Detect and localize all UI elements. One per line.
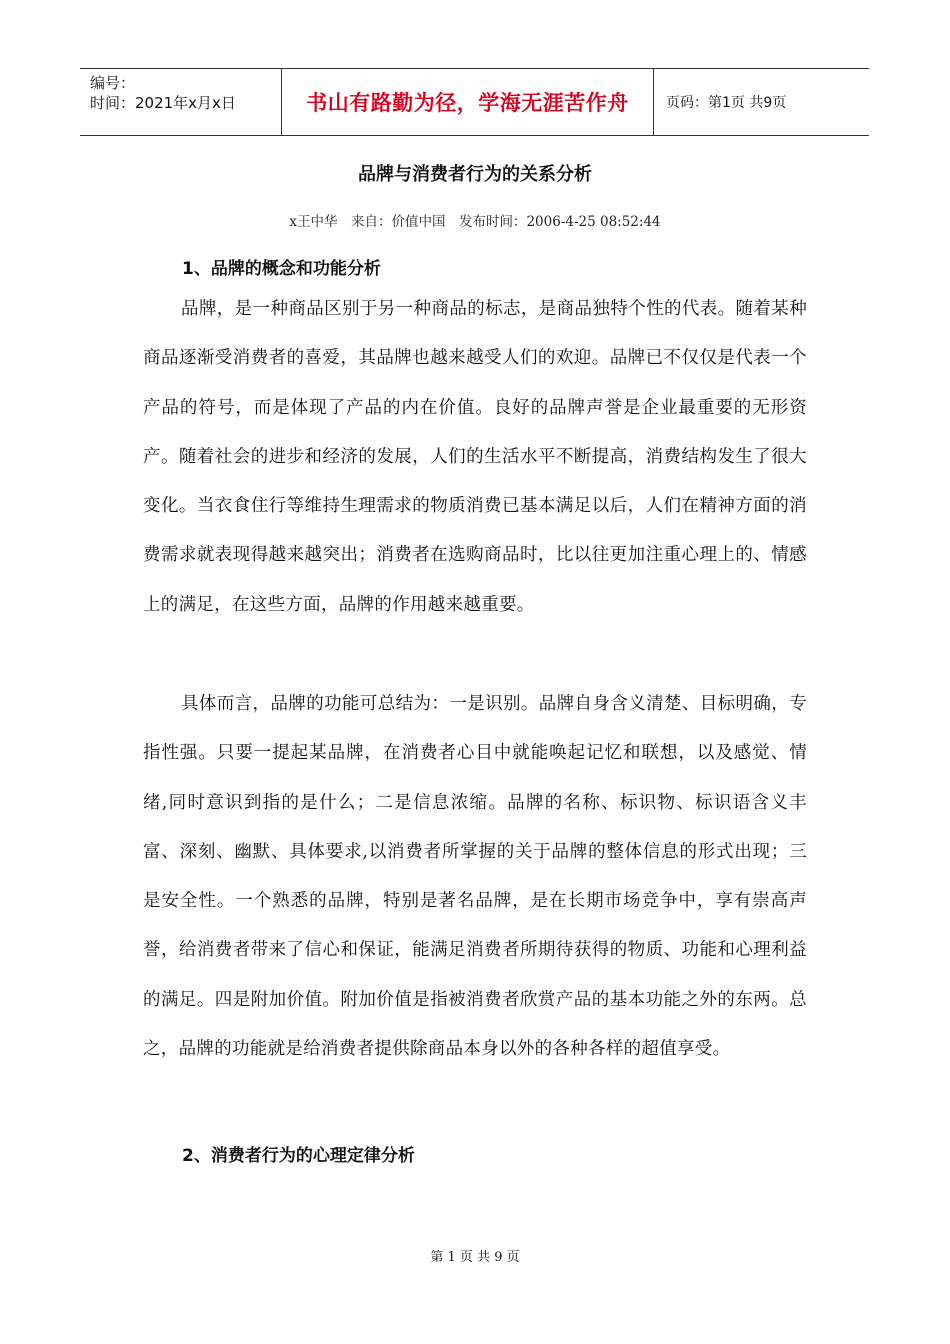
header-motto-cell: [281, 69, 654, 135]
page-footer: 第 1 页 共 9 页: [430, 1250, 520, 1265]
section-heading-1: 1、品牌的概念和功能分析: [182, 259, 381, 279]
section-heading-2: 2、消费者行为的心理定律分析: [182, 1146, 415, 1166]
header-left-cell: [80, 69, 281, 135]
number-label: 编号：: [90, 74, 136, 92]
paragraph-2: 具体而言，品牌的功能可总结为：一是识别。品牌自身含义清楚、目标明确，专指性强。只要一提起某品牌，在消费者心目中就能唤起记忆和联想，以及感觉、情绪,同时意识到指的是什么；二是信息浓缩。品牌的名称、标识物、标识语含义丰富、深刻、幽默、具体要求,以消费者所掌握的关于品牌的整体信息的形式出现；三是安全性。一个熟悉的品牌，特别是著名品牌，是在长期市场竞争中，享有崇高声誉，给消费者带来了信心和保证，能满足消费者所期待获得的物质、功能和心理利益的满足。四是附加价值。附加价值是指被消费者欣赏产品的基本功能之外的东两。总之，品牌的功能就是给消费者提供除商品本身以外的各种各样的超值享受。: [143, 694, 807, 1060]
header-table: [80, 68, 869, 136]
header-page-cell: [654, 69, 869, 135]
document-title: 品牌与消费者行为的关系分析: [358, 164, 592, 185]
paragraph-1: 品牌，是一种商品区别于另一种商品的标志，是商品独特个性的代表。随着某种商品逐渐受消费者的喜爱，其品牌也越来越受人们的欢迎。品牌已不仅仅是代表一个产品的符号，而是体现了产品的内在价值。良好的品牌声誉是企业最重要的无形资产。随着社会的进步和经济的发展，人们的生活水平不断提高，消费结构发生了很大变化。当衣食住行等维持生理需求的物质消费已基本满足以后，人们在精神方面的消费需求就表现得越来越突出；消费者在选购商品时，比以往更加注重心理上的、情感上的满足，在这些方面，品牌的作用越来越重要。: [143, 299, 807, 615]
article-meta: x王中华 来自：价值中国 发布时间：2006-4-25 08:52:44: [289, 214, 661, 230]
motto-text: 书山有路勤为径，学海无涯苦作舟: [306, 91, 629, 115]
time-label: 时间：2021年x月x日: [90, 94, 236, 112]
page-info: 页码：第1页 共9页: [666, 95, 787, 111]
